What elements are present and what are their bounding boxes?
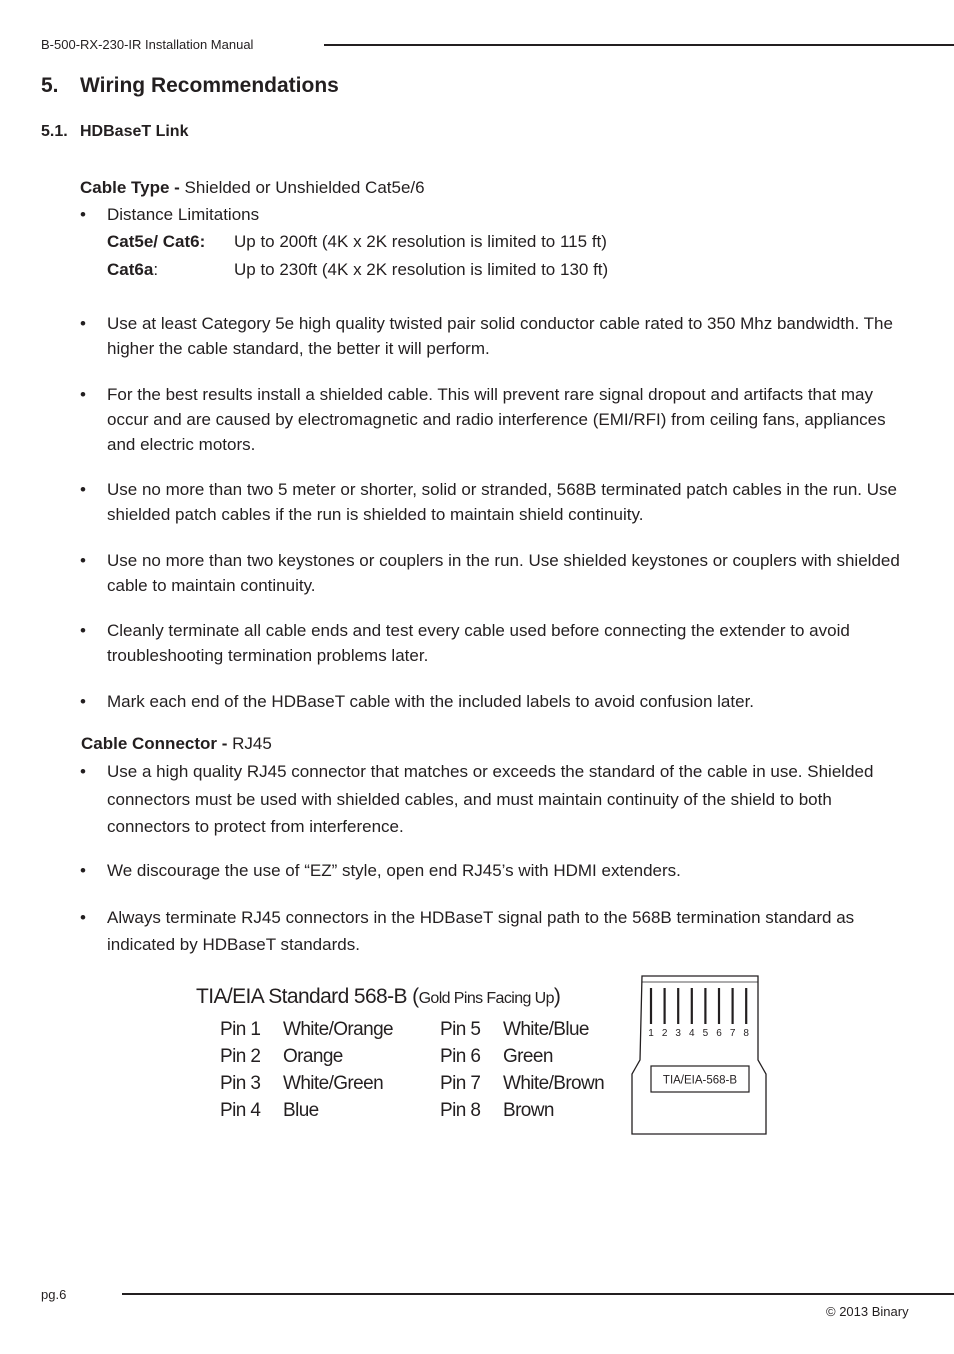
list-item-text: Use no more than two 5 meter or shorter, solid or stranded, 568B terminated patch cables in the run. Use shielded patch cables if the run is shielded to maintain shield continuity. xyxy=(107,480,897,524)
pin-label: Pin 4 xyxy=(220,1100,261,1121)
section-number: 5. xyxy=(41,74,59,97)
subsection-title: HDBaseT Link xyxy=(80,123,189,140)
pin-label: Pin 2 xyxy=(220,1046,261,1067)
cable-connector-value: RJ45 xyxy=(227,734,272,753)
pin-color: Brown xyxy=(503,1100,554,1121)
cable-connector-line xyxy=(81,731,272,756)
distance-row-key: Cat5e/ Cat6: xyxy=(107,232,206,251)
pinout-title: TIA/EIA Standard 568-B (Gold Pins Facing Up) xyxy=(196,985,561,1008)
list-item-text: Use at least Category 5e high quality twisted pair solid conductor cable rated to 350 Mhz bandwidth. The higher the cable standard, the better it will perform. xyxy=(107,314,893,358)
list-item-text: Use no more than two keystones or couplers in the run. Use shielded keystones or couplers with shielded cable to maintain continuity. xyxy=(107,551,900,595)
connector-pin-numbers xyxy=(648,1028,749,1039)
section-title: Wiring Recommendations xyxy=(80,74,339,97)
connector-pin-number: 5 xyxy=(702,1028,709,1039)
pin-label: Pin 6 xyxy=(440,1046,481,1067)
bullet-dot: • xyxy=(80,762,86,781)
distance-row-value: Up to 200ft (4K x 2K resolution is limited to 115 ft) xyxy=(234,232,607,251)
pin-color: White/Blue xyxy=(503,1019,589,1040)
pin-label: Pin 7 xyxy=(440,1073,481,1094)
list-item-text: Mark each end of the HDBaseT cable with the included labels to avoid confusion later. xyxy=(107,692,755,711)
pin-color: White/Green xyxy=(283,1073,384,1094)
copyright: © 2013 Binary xyxy=(826,1304,909,1319)
pin-color: White/Orange xyxy=(283,1019,394,1040)
page-number: pg.6 xyxy=(41,1287,67,1302)
pin-label: Pin 8 xyxy=(440,1100,481,1121)
pin-label: Pin 3 xyxy=(220,1073,261,1094)
header-rule xyxy=(324,44,954,46)
connector-pins xyxy=(651,988,746,1024)
connector-pin-number: 2 xyxy=(661,1028,668,1039)
bullet-dot: • xyxy=(80,205,86,224)
distance-row-cat6a xyxy=(107,257,608,282)
list-item-text: We discourage the use of “EZ” style, open end RJ45’s with HDMI extenders. xyxy=(107,861,681,880)
distance-row-value: Up to 230ft (4K x 2K resolution is limited to 130 ft) xyxy=(234,260,609,279)
document-header-title: B-500-RX-230-IR Installation Manual xyxy=(41,37,254,52)
list-item-text: Always terminate RJ45 connectors in the HDBaseT signal path to the 568B termination standard as indicated by HDBaseT standards. xyxy=(107,908,855,954)
pin-label: Pin 1 xyxy=(220,1019,261,1040)
bullet-dot: • xyxy=(80,621,86,640)
connector-pin-number: 8 xyxy=(743,1028,749,1039)
cable-type-value: Shielded or Unshielded Cat5e/6 xyxy=(179,178,425,197)
bullet-dot: • xyxy=(80,861,86,880)
connector-pin-number: 1 xyxy=(648,1028,654,1039)
distance-row-cat5e xyxy=(107,229,607,254)
pin-label: Pin 5 xyxy=(440,1019,481,1040)
subsection-heading xyxy=(41,123,188,141)
pin-color: Orange xyxy=(283,1046,343,1067)
connector-pin-number: 3 xyxy=(675,1028,681,1039)
distance-row-key: Cat6a: xyxy=(107,260,159,279)
rj45-connector-diagram xyxy=(628,972,772,1138)
subsection-number: 5.1. xyxy=(41,123,68,140)
section-heading xyxy=(41,74,339,98)
bullet-dot: • xyxy=(80,314,86,333)
pin-color: Blue xyxy=(283,1100,319,1121)
bullet-dot: • xyxy=(80,551,86,570)
connector-pin-number: 7 xyxy=(729,1028,736,1039)
bullet-dot: • xyxy=(80,692,86,711)
list-item-text: Use a high quality RJ45 connector that matches or exceeds the standard of the cable in use. Shielded connectors must be used with shielded cables, and must maintain continuity of the shield to both connectors to protect from interference. xyxy=(107,762,874,836)
cable-connector-label: Cable Connector - xyxy=(81,734,228,753)
bullet-dot: • xyxy=(80,908,86,927)
list-item-text: Cleanly terminate all cable ends and test every cable used before connecting the extender to avoid troubleshooting termination problems later. xyxy=(107,621,850,665)
list-item-text: For the best results install a shielded cable. This will prevent rare signal dropout and artifacts that may occur and are caused by electromagnetic and radio interference (EMI/RFI) from ceiling fans, appliances and electric motors. xyxy=(107,385,886,454)
connector-pin-number: 6 xyxy=(716,1028,722,1039)
bullet-dot: • xyxy=(80,385,86,404)
footer-rule xyxy=(122,1293,954,1295)
cable-type-label: Cable Type - xyxy=(80,178,180,197)
pin-color: Green xyxy=(503,1046,553,1067)
pin-color: White/Brown xyxy=(503,1073,605,1094)
cable-type-line xyxy=(80,175,425,200)
distance-bullet-text: Distance Limitations xyxy=(107,205,260,224)
connector-pin-number: 4 xyxy=(689,1028,695,1039)
connector-label: TIA/EIA-568-B xyxy=(662,1074,738,1087)
bullet-dot: • xyxy=(80,480,86,499)
